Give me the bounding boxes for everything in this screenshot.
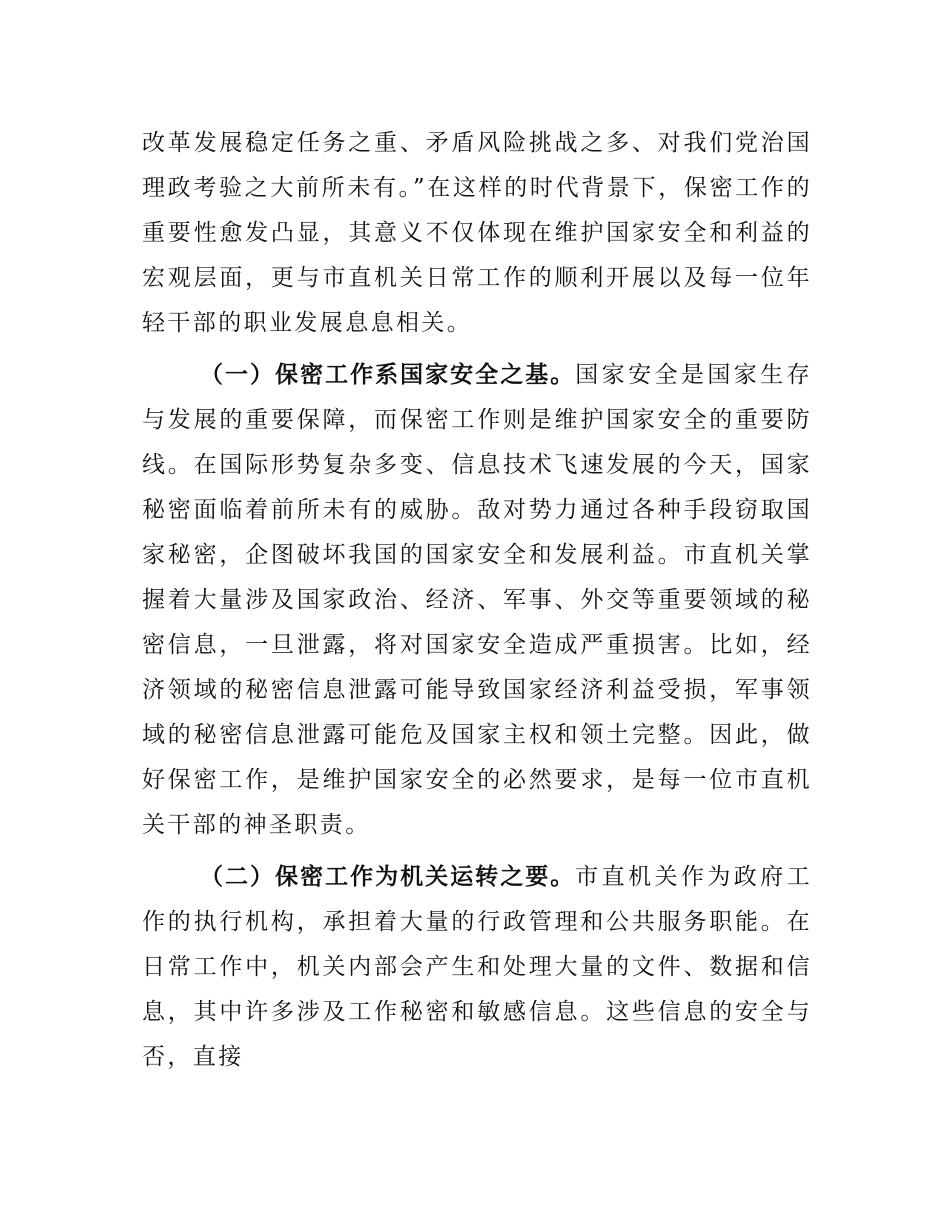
paragraph-agency-operation	[142, 855, 812, 1080]
paragraph-national-security	[142, 353, 812, 848]
document-page	[142, 121, 812, 1080]
paragraph-intro	[142, 121, 812, 346]
section-heading: （一）保密工作系国家安全之基。	[200, 362, 576, 388]
paragraph-text: 市直机关作为政府工作的执行机构，承担着大量的行政管理和公共服务职能。在日常工作中，机关内部会产生和处理大量的文件、数据和信息，其中许多涉及工作秘密和敏感信息。这些信息的安全与否，直接	[142, 864, 813, 1070]
paragraph-text: 改革发展稳定任务之重、矛盾风险挑战之多、对我们党治国理政考验之大前所未有。”在这样的时代背景下，保密工作的重要性愈发凸显，其意义不仅体现在维护国家安全和利益的宏观层面，更与市直机关日常工作的顺利开展以及每一位年轻干部的职业发展息息相关。	[142, 130, 812, 336]
section-heading: （二）保密工作为机关运转之要。	[200, 864, 576, 890]
paragraph-text: 国家安全是国家生存与发展的重要保障，而保密工作则是维护国家安全的重要防线。在国际形势复杂多变、信息技术飞速发展的今天，国家秘密面临着前所未有的威胁。敌对势力通过各种手段窃取国家秘密，企图破坏我国的国家安全和发展利益。市直机关掌握着大量涉及国家政治、经济、军事、外交等重要领域的秘密信息，一旦泄露，将对国家安全造成严重损害。比如，经济领域的秘密信息泄露可能导致国家经济利益受损，军事领域的秘密信息泄露可能危及国家主权和领土完整。因此，做好保密工作，是维护国家安全的必然要求，是每一位市直机关干部的神圣职责。	[142, 362, 813, 838]
